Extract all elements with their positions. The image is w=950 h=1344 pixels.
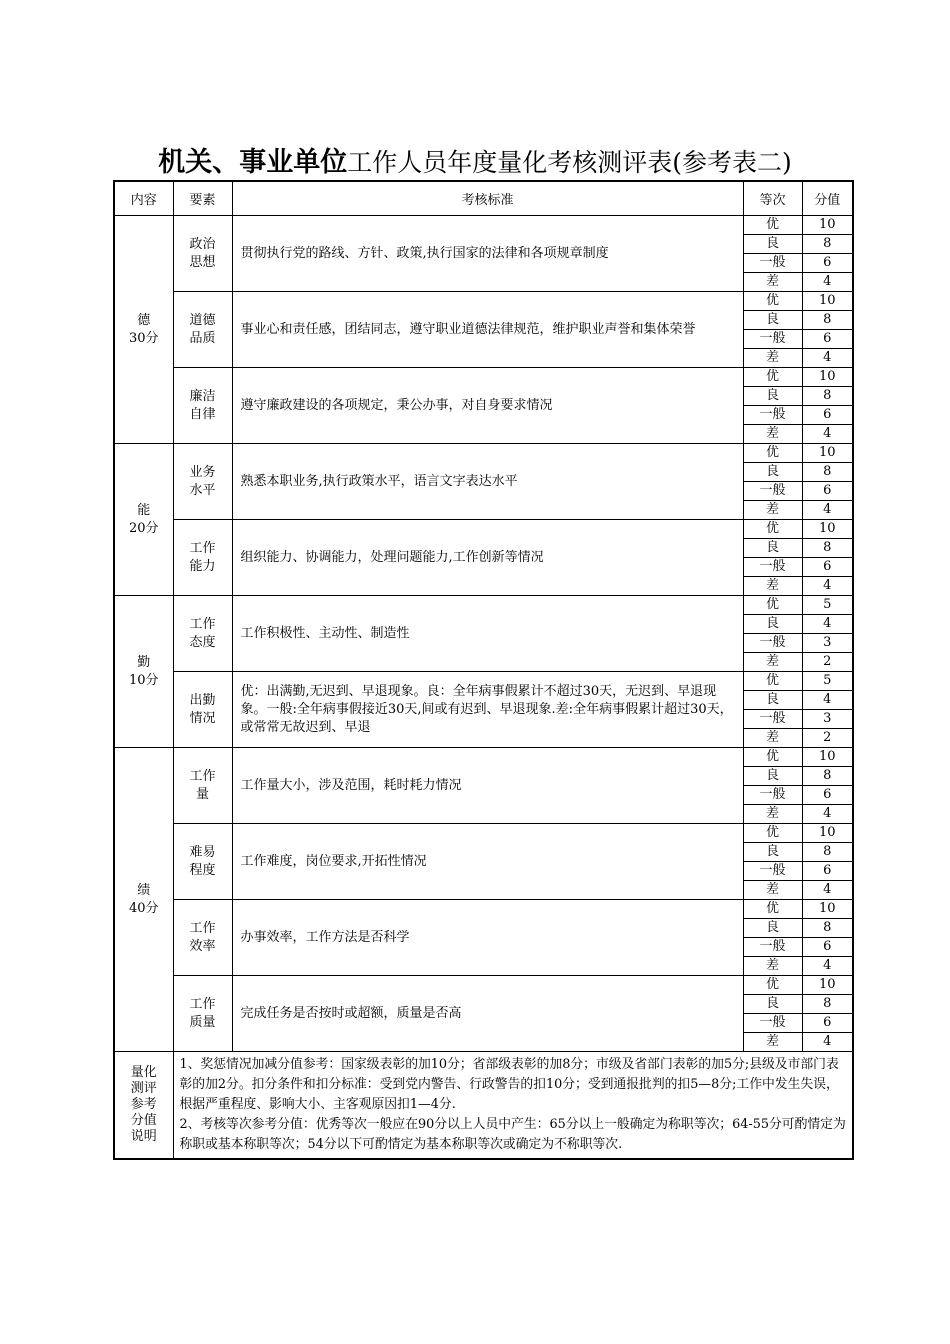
element-label: 工作 <box>189 768 216 784</box>
grade-cell: 一般 <box>743 558 802 577</box>
element-label: 自律 <box>189 406 216 422</box>
element-label: 政治 <box>189 236 216 252</box>
grade-cell: 良 <box>743 843 802 862</box>
score-cell: 5 <box>802 672 853 691</box>
score-cell: 8 <box>802 843 853 862</box>
notes-label-line: 参考 <box>130 1097 157 1112</box>
score-cell: 4 <box>802 273 853 292</box>
grade-cell: 差 <box>743 805 802 824</box>
grade-cell: 一般 <box>743 710 802 729</box>
category-cell <box>114 596 173 748</box>
criteria-cell: 工作积极性、主动性、制造性 <box>232 596 743 672</box>
grade-cell: 优 <box>743 520 802 539</box>
grade-cell: 良 <box>743 235 802 254</box>
notes-row <box>114 1052 853 1160</box>
grade-cell: 差 <box>743 501 802 520</box>
score-cell: 4 <box>802 1033 853 1052</box>
element-label: 出勤 <box>189 692 216 708</box>
criteria-cell: 优：出满勤,无迟到、早退现象。良：全年病事假累计不超过30天，无迟到、早退现象。一般:全年病事假接近30天,间或有迟到、早退现象.差:全年病事假累计超过30天，或常常无故迟到、早退 <box>232 672 743 748</box>
element-cell <box>173 672 232 748</box>
grade-cell: 差 <box>743 349 802 368</box>
grade-cell: 差 <box>743 653 802 672</box>
grade-cell: 一般 <box>743 1014 802 1033</box>
grade-cell: 良 <box>743 311 802 330</box>
score-cell: 5 <box>802 596 853 615</box>
element-label: 工作 <box>189 540 216 556</box>
grade-cell: 一般 <box>743 406 802 425</box>
category-name: 能 <box>137 502 151 518</box>
notes-label <box>114 1052 173 1160</box>
score-cell: 8 <box>802 387 853 406</box>
score-cell: 10 <box>802 824 853 843</box>
element-label: 思想 <box>189 254 216 270</box>
criteria-cell: 完成任务是否按时或超额，质量是否高 <box>232 976 743 1052</box>
notes-label-line: 量化 <box>130 1065 157 1080</box>
score-cell: 4 <box>802 691 853 710</box>
grade-cell: 良 <box>743 691 802 710</box>
grade-cell: 差 <box>743 957 802 976</box>
score-cell: 4 <box>802 957 853 976</box>
element-label: 效率 <box>189 938 216 954</box>
header-grade: 等次 <box>743 181 802 216</box>
grade-cell: 优 <box>743 976 802 995</box>
header-criteria: 考核标准 <box>232 181 743 216</box>
element-cell <box>173 824 232 900</box>
grade-cell: 良 <box>743 995 802 1014</box>
score-cell: 8 <box>802 311 853 330</box>
score-cell: 8 <box>802 235 853 254</box>
element-cell <box>173 748 232 824</box>
grade-cell: 优 <box>743 368 802 387</box>
grade-row <box>114 444 853 463</box>
element-label: 质量 <box>189 1014 216 1030</box>
header-row <box>114 181 853 216</box>
grade-cell: 良 <box>743 615 802 634</box>
grade-cell: 良 <box>743 463 802 482</box>
grade-cell: 一般 <box>743 786 802 805</box>
criteria-cell: 组织能力、协调能力，处理问题能力,工作创新等情况 <box>232 520 743 596</box>
score-cell: 4 <box>802 577 853 596</box>
category-points: 10分 <box>128 672 159 688</box>
score-cell: 10 <box>802 520 853 539</box>
score-cell: 8 <box>802 539 853 558</box>
grade-row <box>114 824 853 843</box>
grade-cell: 一般 <box>743 634 802 653</box>
score-cell: 10 <box>802 292 853 311</box>
score-cell: 3 <box>802 634 853 653</box>
category-points: 40分 <box>128 900 159 916</box>
grade-cell: 一般 <box>743 254 802 273</box>
grade-cell: 良 <box>743 387 802 406</box>
element-label: 工作 <box>189 996 216 1012</box>
element-cell <box>173 292 232 368</box>
header-score: 分值 <box>802 181 853 216</box>
score-cell: 4 <box>802 805 853 824</box>
score-cell: 6 <box>802 558 853 577</box>
grade-cell: 良 <box>743 919 802 938</box>
score-cell: 6 <box>802 406 853 425</box>
grade-cell: 优 <box>743 596 802 615</box>
grade-cell: 优 <box>743 216 802 235</box>
page-title <box>0 146 950 183</box>
criteria-cell: 事业心和责任感，团结同志，遵守职业道德法律规范，维护职业声誉和集体荣誉 <box>232 292 743 368</box>
category-name: 绩 <box>137 882 151 898</box>
element-cell <box>173 520 232 596</box>
score-cell: 10 <box>802 444 853 463</box>
element-label: 量 <box>195 786 209 802</box>
score-cell: 10 <box>802 368 853 387</box>
element-label: 水平 <box>189 482 216 498</box>
notes-label-line: 测评 <box>130 1081 157 1096</box>
title-normal: 工作人员年度量化考核测评表(参考表二) <box>347 148 792 177</box>
category-cell <box>114 216 173 444</box>
grade-cell: 差 <box>743 1033 802 1052</box>
notes-text <box>173 1052 853 1160</box>
element-cell <box>173 976 232 1052</box>
element-label: 品质 <box>189 330 216 346</box>
score-cell: 6 <box>802 330 853 349</box>
criteria-cell: 办事效率，工作方法是否科学 <box>232 900 743 976</box>
score-cell: 4 <box>802 615 853 634</box>
grade-cell: 差 <box>743 881 802 900</box>
score-cell: 8 <box>802 463 853 482</box>
category-points: 30分 <box>128 330 159 346</box>
element-label: 情况 <box>189 710 216 726</box>
score-cell: 4 <box>802 425 853 444</box>
score-cell: 6 <box>802 1014 853 1033</box>
score-cell: 6 <box>802 862 853 881</box>
criteria-cell: 贯彻执行党的路线、方针、政策,执行国家的法律和各项规章制度 <box>232 216 743 292</box>
element-label: 能力 <box>189 558 216 574</box>
grade-cell: 一般 <box>743 862 802 881</box>
grade-row <box>114 900 853 919</box>
score-cell: 4 <box>802 881 853 900</box>
grade-row <box>114 596 853 615</box>
score-cell: 10 <box>802 216 853 235</box>
element-label: 态度 <box>189 634 216 650</box>
element-label: 廉洁 <box>189 388 216 404</box>
grade-cell: 优 <box>743 672 802 691</box>
grade-cell: 差 <box>743 425 802 444</box>
score-cell: 8 <box>802 919 853 938</box>
score-cell: 2 <box>802 729 853 748</box>
assessment-table <box>113 180 854 1160</box>
grade-row <box>114 368 853 387</box>
score-cell: 10 <box>802 748 853 767</box>
score-cell: 4 <box>802 501 853 520</box>
score-cell: 10 <box>802 976 853 995</box>
score-cell: 8 <box>802 995 853 1014</box>
score-cell: 10 <box>802 900 853 919</box>
header-element: 要素 <box>173 181 232 216</box>
category-points: 20分 <box>128 520 159 536</box>
grade-cell: 良 <box>743 539 802 558</box>
grade-cell: 差 <box>743 577 802 596</box>
element-label: 难易 <box>189 844 216 860</box>
grade-cell: 优 <box>743 900 802 919</box>
score-cell: 6 <box>802 786 853 805</box>
grade-cell: 优 <box>743 748 802 767</box>
grade-cell: 良 <box>743 767 802 786</box>
criteria-cell: 工作难度，岗位要求,开拓性情况 <box>232 824 743 900</box>
notes-paragraph: 1、奖惩情况加减分值参考：国家级表彰的加10分；省部级表彰的加8分；市级及省部门表彰的加5分;县级及市部门表彰的加2分。扣分条件和扣分标准：受到党内警告、行政警告的扣10分；受到通报批判的扣5—8分;工作中发生失误，根据严重程度、影响大小、主客观原因扣1—4分. <box>179 1057 839 1112</box>
category-name: 勤 <box>137 654 151 670</box>
element-label: 程度 <box>189 862 216 878</box>
element-cell <box>173 596 232 672</box>
notes-label-line: 说明 <box>130 1129 157 1144</box>
grade-cell: 优 <box>743 444 802 463</box>
grade-row <box>114 748 853 767</box>
element-label: 业务 <box>189 464 216 480</box>
category-cell <box>114 748 173 1052</box>
criteria-cell: 遵守廉政建设的各项规定，秉公办事，对自身要求情况 <box>232 368 743 444</box>
grade-cell: 差 <box>743 273 802 292</box>
category-name: 德 <box>137 312 151 328</box>
title-bold: 机关、事业单位 <box>158 147 348 178</box>
grade-cell: 优 <box>743 292 802 311</box>
grade-row <box>114 292 853 311</box>
grade-cell: 差 <box>743 729 802 748</box>
grade-row <box>114 216 853 235</box>
notes-label-line: 分值 <box>130 1113 157 1128</box>
element-cell <box>173 368 232 444</box>
category-cell <box>114 444 173 596</box>
score-cell: 8 <box>802 767 853 786</box>
grade-row <box>114 520 853 539</box>
element-cell <box>173 216 232 292</box>
score-cell: 6 <box>802 482 853 501</box>
notes-paragraph: 2、考核等次参考分值：优秀等次一般应在90分以上人员中产生：65分以上一般确定为称职等次；64-55分可酌情定为称职或基本称职等次；54分以下可酌情定为基本称职等次或确定为不称职等次. <box>179 1117 846 1152</box>
criteria-cell: 熟悉本职业务,执行政策水平，语言文字表达水平 <box>232 444 743 520</box>
element-cell <box>173 900 232 976</box>
score-cell: 3 <box>802 710 853 729</box>
grade-cell: 一般 <box>743 330 802 349</box>
score-cell: 4 <box>802 349 853 368</box>
score-cell: 6 <box>802 254 853 273</box>
score-cell: 2 <box>802 653 853 672</box>
element-label: 工作 <box>189 920 216 936</box>
element-label: 道德 <box>189 312 216 328</box>
grade-row <box>114 976 853 995</box>
grade-cell: 一般 <box>743 482 802 501</box>
grade-row <box>114 672 853 691</box>
criteria-cell: 工作量大小，涉及范围，耗时耗力情况 <box>232 748 743 824</box>
score-cell: 6 <box>802 938 853 957</box>
grade-cell: 优 <box>743 824 802 843</box>
grade-cell: 一般 <box>743 938 802 957</box>
header-category: 内容 <box>114 181 173 216</box>
element-cell <box>173 444 232 520</box>
element-label: 工作 <box>189 616 216 632</box>
